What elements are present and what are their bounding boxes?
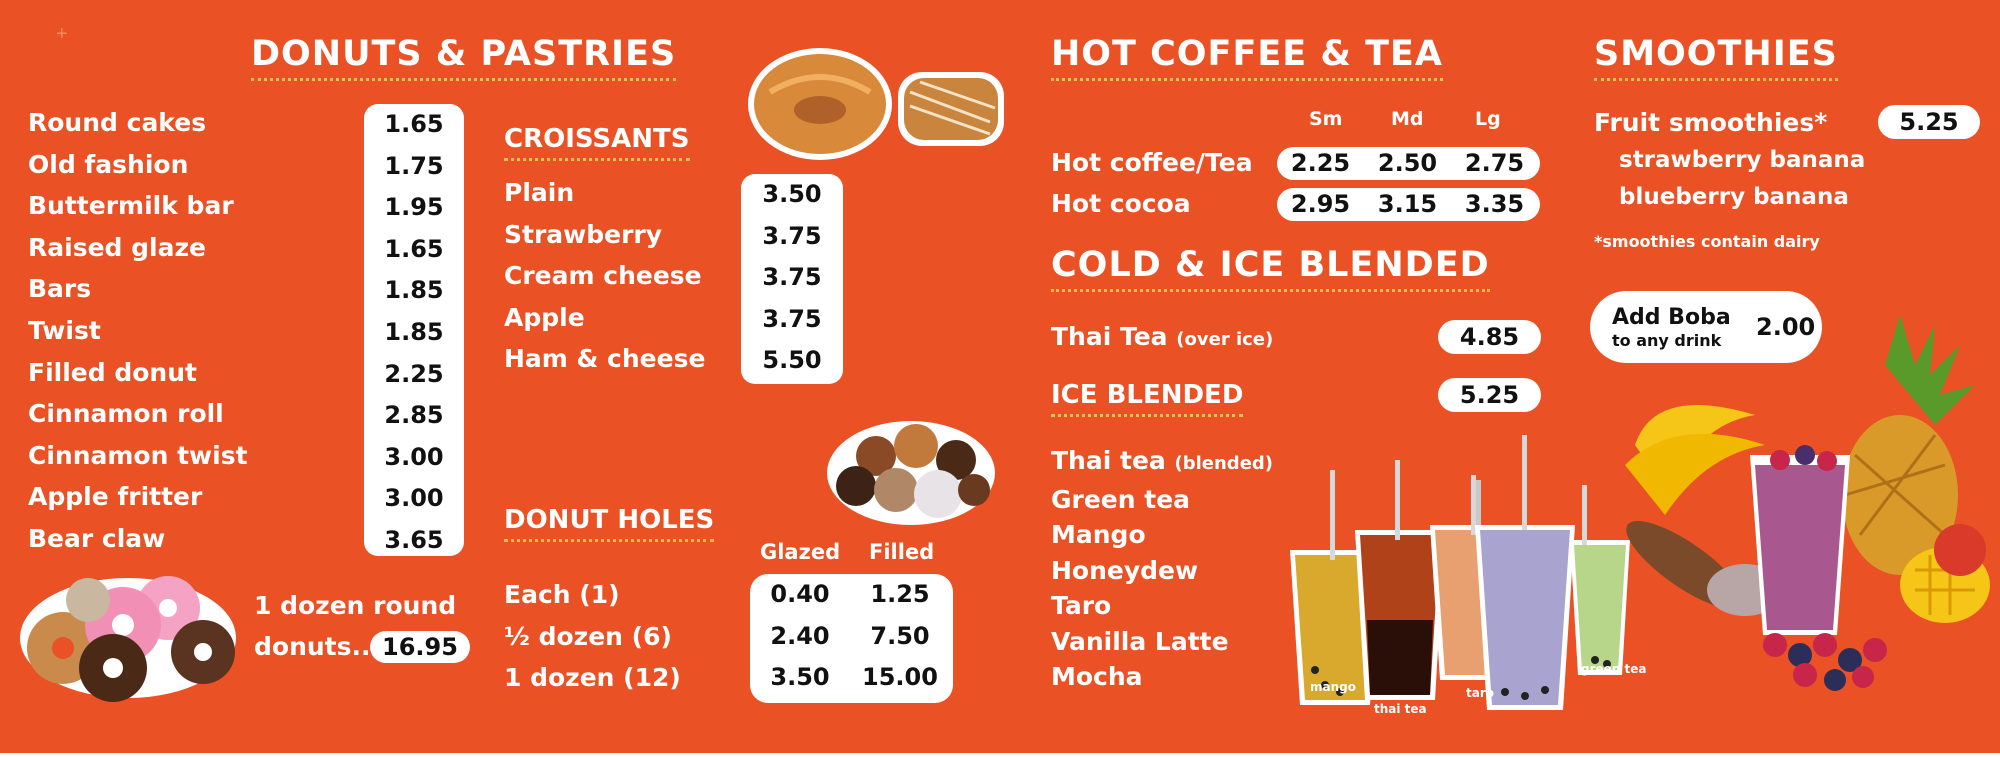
donut-holes-row-list — [504, 574, 681, 699]
thai-tea-name — [1051, 316, 1273, 361]
filled-price: 1.25 — [870, 580, 930, 608]
donut-holes-photo — [826, 418, 996, 528]
donut-item-name: Bear claw — [28, 523, 166, 553]
croissant-price: 3.75 — [762, 304, 822, 333]
donuts-title: DONUTS & PASTRIES — [251, 34, 676, 81]
glazed-price: 2.40 — [770, 621, 830, 650]
croissant-item-name: Strawberry — [504, 219, 663, 249]
blended-item-name: Vanilla Latte — [1051, 626, 1229, 656]
hot-price: 2.25 — [1290, 149, 1351, 177]
boba-price: 2.00 — [1756, 313, 1816, 341]
donut-price: 2.85 — [384, 401, 444, 430]
smoothie-fruit-photo — [1615, 315, 1995, 695]
blended-item — [1051, 443, 1273, 482]
donut-holes-row-name: ½ dozen (6) — [504, 621, 672, 651]
hot-cocoa-name: Hot cocoa — [1051, 189, 1191, 218]
donut-price: 1.85 — [384, 276, 444, 305]
dozen-line-1: 1 dozen round — [254, 591, 457, 620]
donut-holes-row-name: 1 dozen (12) — [504, 663, 681, 693]
donut-price: 2.25 — [384, 359, 444, 388]
size-lg: Lg — [1475, 108, 1501, 130]
dozen-line-2: donuts.. — [254, 632, 371, 661]
size-sm: Sm — [1309, 108, 1343, 130]
drinks-photo — [1285, 430, 1635, 720]
ice-blended-title: ICE BLENDED — [1051, 380, 1243, 417]
blended-item-name: Mocha — [1051, 662, 1143, 691]
blended-item-name: Honeydew — [1051, 555, 1199, 585]
glazed-price: 0.40 — [770, 580, 830, 608]
donut-item-name: Raised glaze — [28, 232, 206, 262]
donut-price: 1.75 — [384, 151, 444, 180]
hot-price: 3.15 — [1377, 190, 1438, 218]
blended-item-note: (blended) — [1174, 453, 1274, 474]
croissant-item-name: Plain — [504, 178, 575, 207]
donut-item-name: Filled donut — [28, 357, 197, 387]
hot-title: HOT COFFEE & TEA — [1051, 34, 1443, 81]
blended-item-name: Taro — [1051, 591, 1112, 620]
filled-column-header: Filled — [869, 540, 935, 564]
boba-line-2: to any drink — [1612, 331, 1722, 350]
donut-price: 1.95 — [384, 193, 444, 222]
donut-holes-row-name: Each (1) — [504, 580, 620, 609]
photo-label-green-tea: green tea — [1581, 662, 1647, 676]
size-md: Md — [1391, 108, 1424, 130]
donut-price: 3.65 — [384, 525, 444, 554]
cold-title: COLD & ICE BLENDED — [1051, 245, 1490, 292]
photo-label-mango: mango — [1310, 680, 1356, 694]
hot-coffee-price-row — [1277, 147, 1540, 180]
photo-label-taro: taro — [1466, 686, 1494, 700]
hot-price: 3.35 — [1464, 190, 1525, 218]
photo-label-thai-tea: thai tea — [1374, 702, 1427, 716]
croissants-title: CROISSANTS — [504, 124, 690, 161]
donut-item-name: Cinnamon twist — [28, 440, 248, 470]
donut-holes-title: DONUT HOLES — [504, 505, 714, 542]
ice-blended-price: 5.25 — [1438, 378, 1541, 412]
smoothie-note: *smoothies contain dairy — [1594, 232, 1820, 251]
donut-item-name: Old fashion — [28, 149, 189, 179]
donut-item-name: Twist — [28, 315, 101, 345]
croissant-price: 3.75 — [762, 263, 822, 292]
croissant-price-column — [741, 174, 843, 384]
smoothie-flavor: strawberry banana — [1619, 147, 1866, 173]
donut-price: 1.65 — [384, 110, 444, 138]
boba-line-1: Add Boba — [1612, 305, 1731, 330]
hot-price: 2.95 — [1290, 190, 1351, 218]
croissant-photo — [750, 42, 1010, 162]
croissant-item-name: Apple — [504, 302, 585, 332]
croissant-item-name: Cream cheese — [504, 261, 702, 291]
filled-price: 15.00 — [862, 663, 938, 692]
dozen-price: 16.95 — [370, 631, 470, 663]
blended-item-name: Green tea — [1051, 484, 1191, 514]
thai-tea-label: Thai Tea — [1051, 322, 1168, 351]
smoothie-item: Fruit smoothies* — [1594, 108, 1828, 137]
smoothies-title: SMOOTHIES — [1594, 34, 1838, 81]
hot-price: 2.50 — [1377, 149, 1438, 177]
donut-price-column — [364, 104, 464, 556]
donut-price: 1.65 — [384, 234, 444, 263]
smoothie-price: 5.25 — [1878, 105, 1980, 139]
blended-item-list — [1051, 443, 1273, 695]
smoothie-flavor: blueberry banana — [1619, 184, 1849, 210]
donut-holes-price-box — [750, 574, 953, 703]
filled-price: 7.50 — [870, 621, 930, 650]
croissant-item-list — [504, 172, 705, 380]
glazed-price: 3.50 — [770, 663, 830, 692]
hot-price: 2.75 — [1464, 149, 1525, 177]
croissant-item-name: Ham & cheese — [504, 344, 706, 374]
croissant-price: 3.50 — [762, 180, 822, 208]
croissant-price: 3.75 — [762, 221, 822, 250]
donut-item-name: Cinnamon roll — [28, 399, 224, 429]
thai-tea-note: (over ice) — [1176, 329, 1274, 350]
hot-coffee-name: Hot coffee/Tea — [1051, 148, 1253, 177]
hot-cocoa-price-row — [1277, 188, 1540, 221]
donut-price: 3.00 — [384, 484, 444, 513]
croissant-price: 5.50 — [762, 346, 822, 375]
blended-item-name: Mango — [1051, 520, 1146, 549]
glazed-column-header: Glazed — [760, 540, 841, 564]
thai-tea-price: 4.85 — [1438, 320, 1541, 354]
donut-item-name: Buttermilk bar — [28, 191, 234, 221]
donut-price: 3.00 — [384, 442, 444, 471]
donut-price: 1.85 — [384, 317, 444, 346]
donut-item-name: Apple fritter — [28, 482, 203, 512]
blended-item-name: Thai tea — [1051, 446, 1166, 475]
donuts-photo — [18, 570, 238, 700]
donut-item-name: Round cakes — [28, 108, 207, 137]
donut-item-name: Bars — [28, 274, 92, 304]
crosshair-icon: + — [56, 23, 68, 45]
donut-item-list — [28, 102, 248, 560]
